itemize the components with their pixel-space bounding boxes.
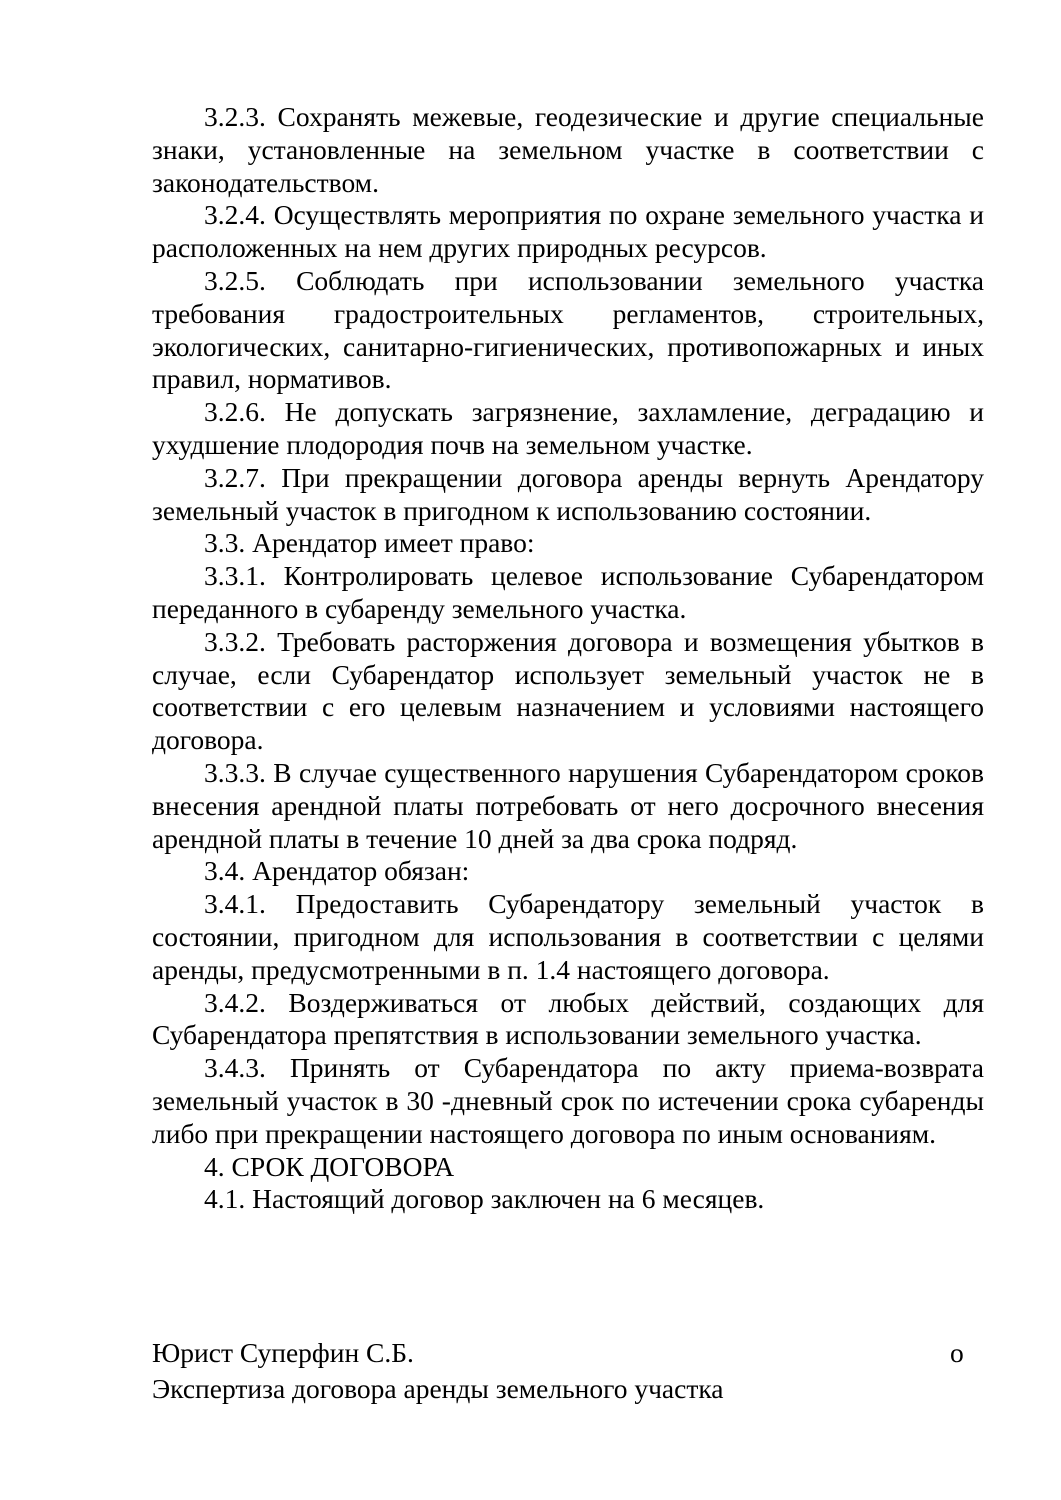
paragraph-3-3-2: 3.3.2. Требовать расторжения договора и возмещения убытков в случае, если Субарендатор использует земельный участок не в соответствии с его целевым назначением и условиями настоящего договора.: [152, 625, 984, 756]
footer-title: Экспертиза договора аренды земельного участка: [152, 1373, 724, 1404]
paragraph-3-2-3: 3.2.3. Сохранять межевые, геодезические и другие специальные знаки, установленные на земельном участке в соответствии с законодательством.: [152, 101, 984, 198]
paragraph-3-4: 3.4. Арендатор обязан:: [204, 855, 470, 887]
paragraph-3-4-3: 3.4.3. Принять от Субарендатора по акту приема-возврата земельный участок в 30 -дневный срок по истечении срока субаренды либо при прекращении настоящего договора по иным основаниям.: [152, 1052, 984, 1149]
paragraph-3-3-1: 3.3.1. Контролировать целевое использование Субарендатором переданного в субаренду земельного участка.: [152, 560, 984, 624]
paragraph-3-3-3: 3.3.3. В случае существенного нарушения Субарендатором сроков внесения арендной платы потребовать от него досрочного внесения арендной платы в течение 10 дней за два срока подряд.: [152, 756, 984, 854]
paragraph-3-3: 3.3. Арендатор имеет право:: [204, 527, 535, 559]
paragraph-3-2-6: 3.2.6. Не допускать загрязнение, захламление, деградацию и ухудшение плодородия почв на земельном участке.: [152, 396, 984, 460]
paragraph-3-2-5: 3.2.5. Соблюдать при использовании земельного участка требования градостроительных регламентов, строительных, экологических, санитарно-гигиенических, противопожарных и иных правил, нормативов.: [152, 264, 984, 395]
paragraph-3-4-1: 3.4.1. Предоставить Субарендатору земельный участок в состоянии, пригодном для использования в соответствии с целями аренды, предусмотренными в п. 1.4 настоящего договора.: [152, 888, 984, 985]
footer-author: Юрист Суперфин С.Б.: [152, 1337, 414, 1368]
document-body: [152, 101, 984, 1216]
paragraph-4-1: 4.1. Настоящий договор заключен на 6 месяцев.: [204, 1183, 765, 1215]
paragraph-3-2-7: 3.2.7. При прекращении договора аренды вернуть Арендатору земельный участок в пригодном к использованию состоянии.: [152, 461, 984, 526]
paragraph-3-4-2: 3.4.2. Воздерживаться от любых действий, создающих для Субарендатора препятствия в использовании земельного участка.: [152, 986, 984, 1051]
footer-mark: о: [950, 1337, 964, 1368]
section-heading-4: 4. СРОК ДОГОВОРА: [204, 1150, 455, 1182]
paragraph-3-2-4: 3.2.4. Осуществлять мероприятия по охране земельного участка и расположенных на нем других природных ресурсов.: [152, 199, 984, 264]
